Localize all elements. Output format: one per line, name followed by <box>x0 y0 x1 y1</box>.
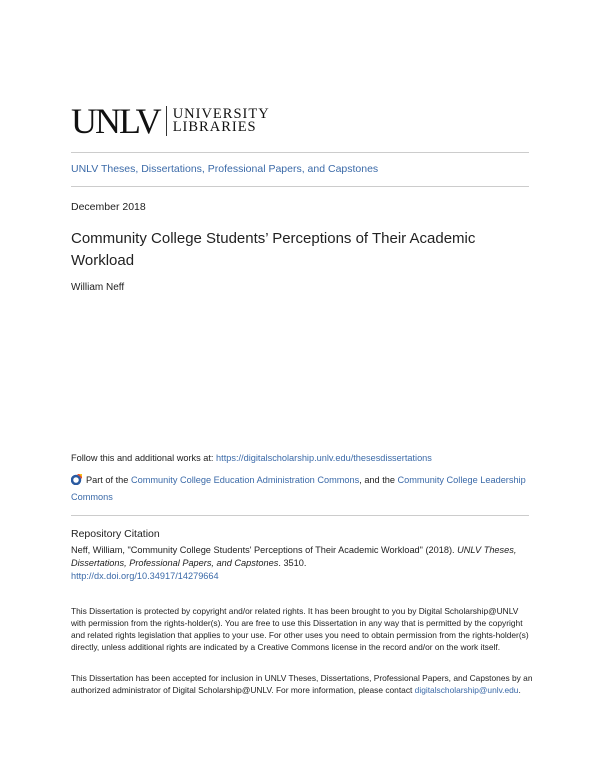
author: William Neff <box>71 282 125 293</box>
divider <box>71 186 529 187</box>
commons-network-icon <box>71 473 83 485</box>
series-link[interactable]: UNLV Theses, Dissertations, Professional Papers, and Capstones <box>71 163 379 175</box>
acceptance-suffix: . <box>518 685 521 695</box>
part-of-prefix: Part of the <box>86 475 131 485</box>
logo-sub-2: LIBRARIES <box>172 119 257 135</box>
rights-statement: This Dissertation is protected by copyright and/or related rights. It has been brought to you by Digital Scholarship@UNLV with permission from the rights-holder(s). You are free to use this Dissertation in any way that is permitted by the copyright and related rights legislation that applies to your use. For other uses you need to obtain permission from the rights-holder(s) directly, unless additional rights are indicated by a Creative Commons license in the record and/or on the work itself. <box>71 606 529 652</box>
logo-divider <box>166 106 167 136</box>
acceptance-statement <box>71 672 533 696</box>
citation <box>71 544 531 583</box>
divider <box>71 152 529 153</box>
part-of-line <box>71 472 531 506</box>
divider <box>71 515 529 516</box>
citation-series: UNLV Theses, Dissertations, Professional Papers, and Capstones <box>71 545 517 568</box>
contact-email-link[interactable]: digitalscholarship@unlv.edu <box>414 685 519 695</box>
repository-citation-heading: Repository Citation <box>71 528 160 540</box>
document-title: Community College Students’ Perceptions of Their Academic Workload <box>71 230 476 269</box>
follow-line <box>71 453 432 463</box>
acceptance-text: This Dissertation has been accepted for inclusion in UNLV Theses, Dissertations, Professional Papers, and Capstones by an authorized administrator of Digital Scholarship@UNLV. For more information, please contact <box>71 673 533 695</box>
citation-text: Neff, William, "Community College Students' Perceptions of Their Academic Workload" (2018). <box>71 545 458 555</box>
commons-link-2[interactable]: Community College Leadership Commons <box>71 475 526 502</box>
logo-sub-1: UNIVERSITY <box>172 106 270 122</box>
follow-link[interactable]: https://digitalscholarship.unlv.edu/thesesdissertations <box>216 453 432 463</box>
unlv-libraries-logo <box>71 101 270 141</box>
part-of-middle: , and the <box>359 475 398 485</box>
commons-link-1[interactable]: Community College Education Administration Commons <box>130 475 360 485</box>
logo-main: UNLV <box>71 101 160 141</box>
doi-link[interactable]: http://dx.doi.org/10.34917/14279664 <box>71 571 219 581</box>
follow-prefix: Follow this and additional works at: <box>71 453 217 463</box>
logo-sub <box>173 108 270 134</box>
date: December 2018 <box>71 201 146 213</box>
citation-suffix: . 3510. <box>278 558 307 568</box>
